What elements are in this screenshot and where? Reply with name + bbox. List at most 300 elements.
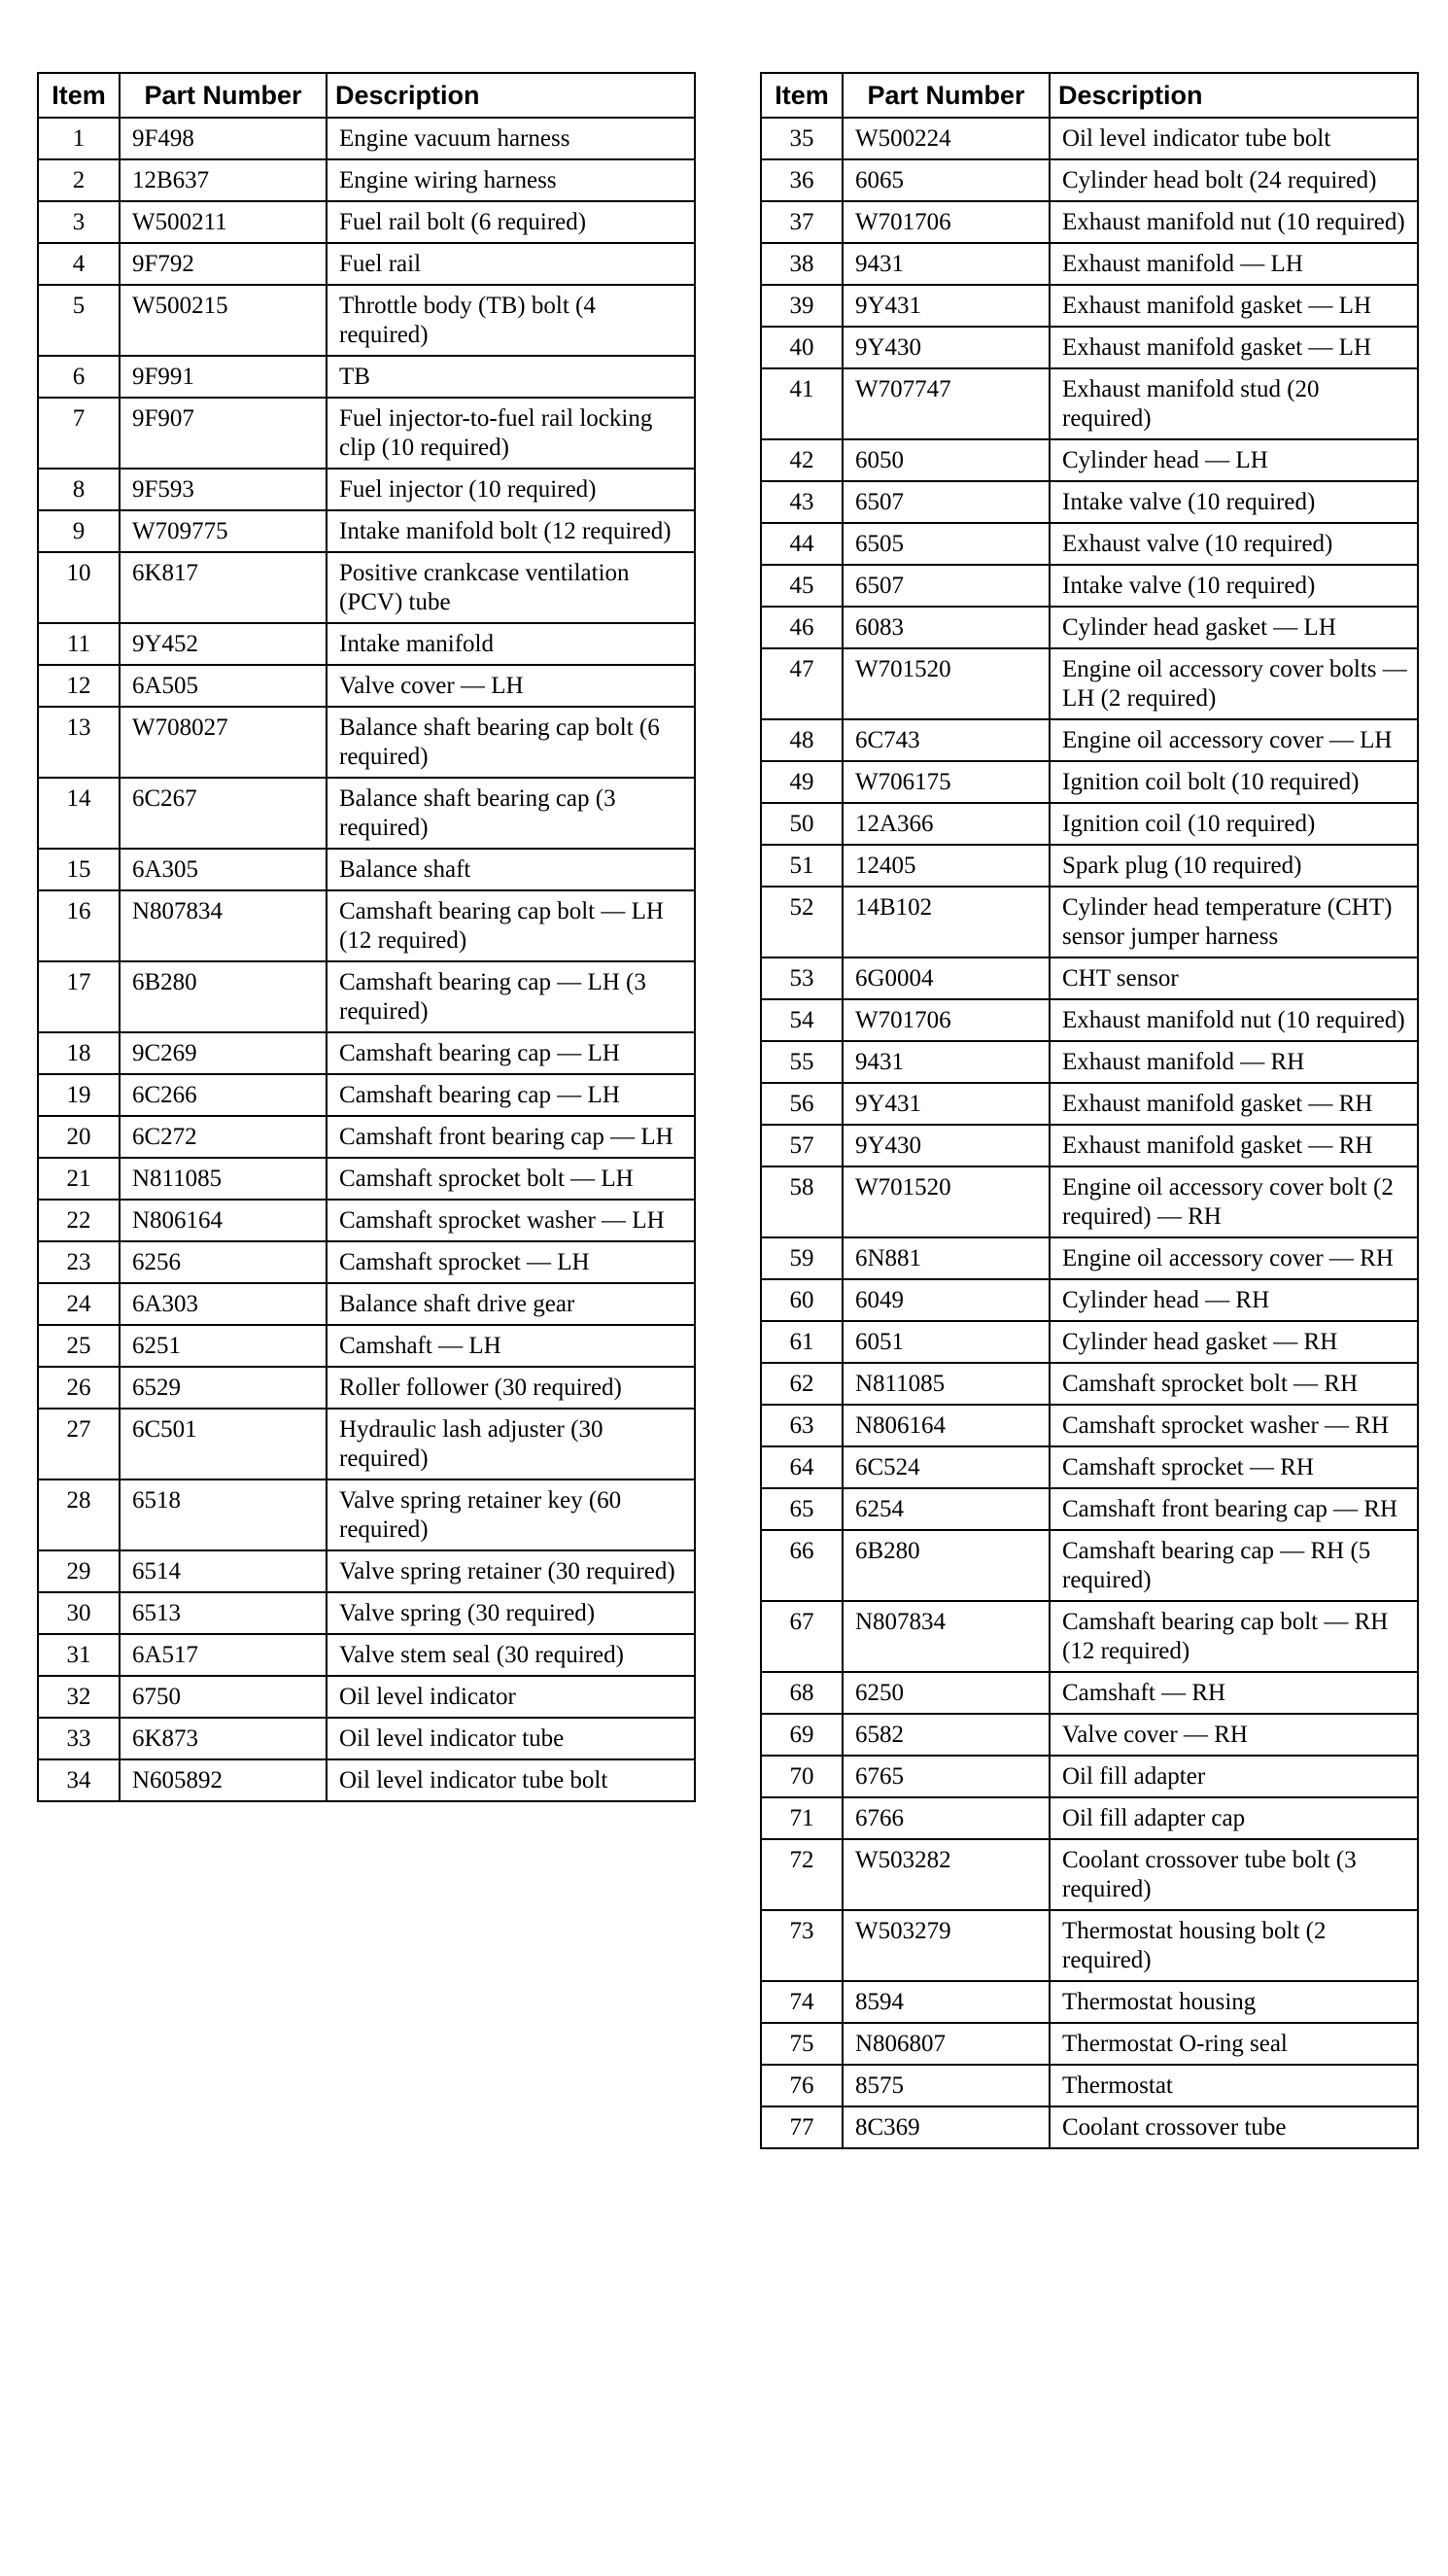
part-description: Oil level indicator tube bolt xyxy=(327,1759,695,1801)
item-number: 64 xyxy=(761,1446,843,1488)
part-description: Valve spring retainer key (60 required) xyxy=(327,1479,695,1550)
table-row xyxy=(38,1283,695,1325)
part-description: Balance shaft drive gear xyxy=(327,1283,695,1325)
item-number: 13 xyxy=(38,707,120,778)
table-row xyxy=(761,439,1418,481)
item-number: 55 xyxy=(761,1041,843,1083)
table-row xyxy=(38,510,695,552)
table-row xyxy=(38,1759,695,1801)
part-description: Cylinder head temperature (CHT) sensor jumper harness xyxy=(1050,887,1418,957)
item-number: 32 xyxy=(38,1676,120,1718)
table-row xyxy=(38,118,695,159)
table-row xyxy=(38,356,695,398)
item-number: 38 xyxy=(761,243,843,285)
table-row xyxy=(761,1083,1418,1125)
part-number: 6766 xyxy=(843,1797,1050,1839)
part-number: 6750 xyxy=(120,1676,327,1718)
part-description: Camshaft sprocket washer — RH xyxy=(1050,1405,1418,1446)
table-row xyxy=(761,2106,1418,2148)
table-row xyxy=(761,1321,1418,1363)
part-number: 9F907 xyxy=(120,398,327,469)
part-description: Camshaft sprocket bolt — RH xyxy=(1050,1363,1418,1405)
part-description: CHT sensor xyxy=(1050,957,1418,999)
item-number: 27 xyxy=(38,1409,120,1479)
part-description: TB xyxy=(327,356,695,398)
part-description: Coolant crossover tube xyxy=(1050,2106,1418,2148)
table-row xyxy=(761,999,1418,1041)
part-description: Fuel rail xyxy=(327,243,695,285)
table-row xyxy=(761,1279,1418,1321)
item-number: 45 xyxy=(761,565,843,607)
item-number: 4 xyxy=(38,243,120,285)
table-row xyxy=(38,890,695,961)
table-row xyxy=(38,1550,695,1592)
part-description: Exhaust manifold nut (10 required) xyxy=(1050,999,1418,1041)
part-number: 6765 xyxy=(843,1756,1050,1797)
part-description: Ignition coil (10 required) xyxy=(1050,803,1418,845)
part-description: Intake manifold xyxy=(327,623,695,665)
part-number: 6C267 xyxy=(120,778,327,849)
part-description: Camshaft front bearing cap — RH xyxy=(1050,1488,1418,1530)
part-description: Thermostat housing xyxy=(1050,1981,1418,2023)
table-row xyxy=(761,1405,1418,1446)
part-description: Roller follower (30 required) xyxy=(327,1367,695,1409)
part-number: 6256 xyxy=(120,1241,327,1283)
item-number: 23 xyxy=(38,1241,120,1283)
part-description: Oil level indicator tube xyxy=(327,1718,695,1759)
part-number: 9Y431 xyxy=(843,285,1050,327)
part-description: Exhaust manifold gasket — RH xyxy=(1050,1083,1418,1125)
part-number: 6C272 xyxy=(120,1116,327,1158)
part-description: Camshaft bearing cap bolt — LH (12 required) xyxy=(327,890,695,961)
item-number: 6 xyxy=(38,356,120,398)
table-row xyxy=(761,845,1418,887)
part-number: 12B637 xyxy=(120,159,327,201)
part-description: Valve spring (30 required) xyxy=(327,1592,695,1634)
table-row xyxy=(761,607,1418,648)
table-row xyxy=(761,1125,1418,1166)
part-description: Cylinder head bolt (24 required) xyxy=(1050,159,1418,201)
item-number: 67 xyxy=(761,1601,843,1672)
item-number: 37 xyxy=(761,201,843,243)
part-number: 6G0004 xyxy=(843,957,1050,999)
table-row xyxy=(38,1074,695,1116)
part-description: Balance shaft bearing cap bolt (6 required) xyxy=(327,707,695,778)
part-number: 6529 xyxy=(120,1367,327,1409)
item-number: 58 xyxy=(761,1166,843,1237)
table-row xyxy=(38,552,695,623)
part-description: Oil fill adapter cap xyxy=(1050,1797,1418,1839)
part-number: 6C501 xyxy=(120,1409,327,1479)
table-row xyxy=(38,1367,695,1409)
header-description: Description xyxy=(1050,73,1418,118)
part-number: N811085 xyxy=(120,1158,327,1200)
item-number: 56 xyxy=(761,1083,843,1125)
part-description: Camshaft bearing cap — RH (5 required) xyxy=(1050,1530,1418,1601)
item-number: 76 xyxy=(761,2065,843,2106)
item-number: 44 xyxy=(761,523,843,565)
parts-table-right xyxy=(760,72,1419,2149)
table-row xyxy=(761,1446,1418,1488)
part-number: 6A303 xyxy=(120,1283,327,1325)
part-number: W500211 xyxy=(120,201,327,243)
part-number: 9C269 xyxy=(120,1032,327,1074)
item-number: 10 xyxy=(38,552,120,623)
table-row xyxy=(761,1363,1418,1405)
part-description: Valve stem seal (30 required) xyxy=(327,1634,695,1676)
table-row xyxy=(761,1981,1418,2023)
part-description: Fuel rail bolt (6 required) xyxy=(327,201,695,243)
part-number: W500215 xyxy=(120,285,327,356)
table-row xyxy=(761,1237,1418,1279)
part-number: 6514 xyxy=(120,1550,327,1592)
part-number: 6518 xyxy=(120,1479,327,1550)
item-number: 21 xyxy=(38,1158,120,1200)
part-number: W500224 xyxy=(843,118,1050,159)
part-description: Camshaft — LH xyxy=(327,1325,695,1367)
table-row xyxy=(761,327,1418,368)
table-row xyxy=(761,1166,1418,1237)
item-number: 63 xyxy=(761,1405,843,1446)
part-number: 9Y430 xyxy=(843,1125,1050,1166)
part-number: 6K817 xyxy=(120,552,327,623)
item-number: 53 xyxy=(761,957,843,999)
part-description: Camshaft sprocket bolt — LH xyxy=(327,1158,695,1200)
item-number: 29 xyxy=(38,1550,120,1592)
item-number: 46 xyxy=(761,607,843,648)
part-number: 6B280 xyxy=(120,961,327,1032)
part-number: 9F991 xyxy=(120,356,327,398)
table-row xyxy=(761,761,1418,803)
part-description: Exhaust manifold gasket — LH xyxy=(1050,285,1418,327)
item-number: 33 xyxy=(38,1718,120,1759)
part-number: 6051 xyxy=(843,1321,1050,1363)
part-description: Camshaft front bearing cap — LH xyxy=(327,1116,695,1158)
item-number: 17 xyxy=(38,961,120,1032)
part-number: 9431 xyxy=(843,243,1050,285)
table-row xyxy=(38,665,695,707)
part-description: Thermostat xyxy=(1050,2065,1418,2106)
part-number: N806807 xyxy=(843,2023,1050,2065)
header-part-number: Part Number xyxy=(843,73,1050,118)
part-description: Ignition coil bolt (10 required) xyxy=(1050,761,1418,803)
part-description: Valve cover — LH xyxy=(327,665,695,707)
table-row xyxy=(761,1756,1418,1797)
table-row xyxy=(761,887,1418,957)
table-row xyxy=(38,1676,695,1718)
table-row xyxy=(761,523,1418,565)
item-number: 73 xyxy=(761,1910,843,1981)
table-row xyxy=(761,201,1418,243)
item-number: 2 xyxy=(38,159,120,201)
part-number: 6C266 xyxy=(120,1074,327,1116)
table-row xyxy=(38,849,695,890)
table-row xyxy=(38,623,695,665)
part-number: 6050 xyxy=(843,439,1050,481)
part-description: Balance shaft xyxy=(327,849,695,890)
item-number: 35 xyxy=(761,118,843,159)
part-description: Camshaft bearing cap — LH (3 required) xyxy=(327,961,695,1032)
table-row xyxy=(38,1158,695,1200)
part-number: 14B102 xyxy=(843,887,1050,957)
part-number: N806164 xyxy=(120,1200,327,1241)
item-number: 54 xyxy=(761,999,843,1041)
part-description: Fuel injector-to-fuel rail locking clip (10 required) xyxy=(327,398,695,469)
table-row xyxy=(38,1479,695,1550)
item-number: 74 xyxy=(761,1981,843,2023)
table-row xyxy=(761,159,1418,201)
table-row xyxy=(761,1672,1418,1714)
table-row xyxy=(761,648,1418,719)
part-number: 6513 xyxy=(120,1592,327,1634)
part-number: 6049 xyxy=(843,1279,1050,1321)
part-number: N807834 xyxy=(120,890,327,961)
part-number: 6507 xyxy=(843,481,1050,523)
item-number: 34 xyxy=(38,1759,120,1801)
part-description: Oil level indicator tube bolt xyxy=(1050,118,1418,159)
table-row xyxy=(761,565,1418,607)
part-number: 6C524 xyxy=(843,1446,1050,1488)
item-number: 50 xyxy=(761,803,843,845)
table-row xyxy=(761,957,1418,999)
table-row xyxy=(38,1409,695,1479)
table-row xyxy=(761,1910,1418,1981)
part-number: W503279 xyxy=(843,1910,1050,1981)
item-number: 12 xyxy=(38,665,120,707)
part-number: 6A517 xyxy=(120,1634,327,1676)
part-number: 6A505 xyxy=(120,665,327,707)
part-description: Balance shaft bearing cap (3 required) xyxy=(327,778,695,849)
part-number: 9F593 xyxy=(120,469,327,510)
table-row xyxy=(761,243,1418,285)
item-number: 19 xyxy=(38,1074,120,1116)
table-row xyxy=(761,1041,1418,1083)
table-row xyxy=(761,1601,1418,1672)
part-description: Engine wiring harness xyxy=(327,159,695,201)
table-row xyxy=(761,2023,1418,2065)
item-number: 22 xyxy=(38,1200,120,1241)
item-number: 48 xyxy=(761,719,843,761)
part-description: Coolant crossover tube bolt (3 required) xyxy=(1050,1839,1418,1910)
table-row xyxy=(761,1797,1418,1839)
table-row xyxy=(761,285,1418,327)
table-row xyxy=(761,803,1418,845)
part-description: Engine vacuum harness xyxy=(327,118,695,159)
parts-table-right-body xyxy=(761,118,1418,2148)
part-number: N811085 xyxy=(843,1363,1050,1405)
part-number: 6251 xyxy=(120,1325,327,1367)
item-number: 1 xyxy=(38,118,120,159)
part-number: 8575 xyxy=(843,2065,1050,2106)
part-description: Engine oil accessory cover bolt (2 required) — RH xyxy=(1050,1166,1418,1237)
part-number: N807834 xyxy=(843,1601,1050,1672)
part-number: W708027 xyxy=(120,707,327,778)
part-description: Valve spring retainer (30 required) xyxy=(327,1550,695,1592)
part-number: 6083 xyxy=(843,607,1050,648)
part-description: Valve cover — RH xyxy=(1050,1714,1418,1756)
table-row xyxy=(761,368,1418,439)
table-row xyxy=(38,201,695,243)
part-description: Cylinder head gasket — RH xyxy=(1050,1321,1418,1363)
item-number: 28 xyxy=(38,1479,120,1550)
part-description: Exhaust manifold — RH xyxy=(1050,1041,1418,1083)
part-number: W701706 xyxy=(843,201,1050,243)
part-description: Fuel injector (10 required) xyxy=(327,469,695,510)
header-item: Item xyxy=(761,73,843,118)
table-row xyxy=(38,778,695,849)
item-number: 14 xyxy=(38,778,120,849)
part-number: 9F792 xyxy=(120,243,327,285)
item-number: 15 xyxy=(38,849,120,890)
part-number: W701520 xyxy=(843,648,1050,719)
table-row xyxy=(38,159,695,201)
item-number: 42 xyxy=(761,439,843,481)
item-number: 26 xyxy=(38,1367,120,1409)
item-number: 31 xyxy=(38,1634,120,1676)
table-header-row xyxy=(38,73,695,118)
item-number: 77 xyxy=(761,2106,843,2148)
part-description: Oil fill adapter xyxy=(1050,1756,1418,1797)
part-description: Camshaft sprocket washer — LH xyxy=(327,1200,695,1241)
item-number: 39 xyxy=(761,285,843,327)
part-number: 6507 xyxy=(843,565,1050,607)
part-description: Thermostat housing bolt (2 required) xyxy=(1050,1910,1418,1981)
part-number: W707747 xyxy=(843,368,1050,439)
header-description: Description xyxy=(327,73,695,118)
item-number: 51 xyxy=(761,845,843,887)
part-number: W706175 xyxy=(843,761,1050,803)
part-description: Exhaust manifold nut (10 required) xyxy=(1050,201,1418,243)
table-row xyxy=(38,1718,695,1759)
item-number: 7 xyxy=(38,398,120,469)
item-number: 59 xyxy=(761,1237,843,1279)
part-description: Camshaft sprocket — RH xyxy=(1050,1446,1418,1488)
item-number: 71 xyxy=(761,1797,843,1839)
part-description: Exhaust manifold gasket — LH xyxy=(1050,327,1418,368)
table-row xyxy=(761,1530,1418,1601)
part-number: 12A366 xyxy=(843,803,1050,845)
part-description: Cylinder head — RH xyxy=(1050,1279,1418,1321)
item-number: 62 xyxy=(761,1363,843,1405)
part-number: 9Y452 xyxy=(120,623,327,665)
part-number: 6K873 xyxy=(120,1718,327,1759)
part-description: Cylinder head — LH xyxy=(1050,439,1418,481)
item-number: 66 xyxy=(761,1530,843,1601)
part-description: Thermostat O-ring seal xyxy=(1050,2023,1418,2065)
table-row xyxy=(38,398,695,469)
item-number: 30 xyxy=(38,1592,120,1634)
part-number: 6N881 xyxy=(843,1237,1050,1279)
part-description: Spark plug (10 required) xyxy=(1050,845,1418,887)
item-number: 52 xyxy=(761,887,843,957)
item-number: 18 xyxy=(38,1032,120,1074)
part-description: Exhaust valve (10 required) xyxy=(1050,523,1418,565)
table-row xyxy=(761,1488,1418,1530)
part-number: 6065 xyxy=(843,159,1050,201)
part-description: Engine oil accessory cover — LH xyxy=(1050,719,1418,761)
part-number: N605892 xyxy=(120,1759,327,1801)
item-number: 36 xyxy=(761,159,843,201)
header-part-number: Part Number xyxy=(120,73,327,118)
parts-table-left xyxy=(37,72,696,1802)
part-description: Throttle body (TB) bolt (4 required) xyxy=(327,285,695,356)
part-description: Cylinder head gasket — LH xyxy=(1050,607,1418,648)
part-description: Hydraulic lash adjuster (30 required) xyxy=(327,1409,695,1479)
item-number: 70 xyxy=(761,1756,843,1797)
part-number: 12405 xyxy=(843,845,1050,887)
part-number: W701706 xyxy=(843,999,1050,1041)
item-number: 3 xyxy=(38,201,120,243)
part-description: Camshaft — RH xyxy=(1050,1672,1418,1714)
item-number: 69 xyxy=(761,1714,843,1756)
part-description: Camshaft bearing cap — LH xyxy=(327,1074,695,1116)
part-number: 8C369 xyxy=(843,2106,1050,2148)
part-number: 6254 xyxy=(843,1488,1050,1530)
table-row xyxy=(38,961,695,1032)
part-description: Camshaft bearing cap bolt — RH (12 required) xyxy=(1050,1601,1418,1672)
part-number: 6250 xyxy=(843,1672,1050,1714)
part-number: 6582 xyxy=(843,1714,1050,1756)
item-number: 65 xyxy=(761,1488,843,1530)
part-description: Camshaft bearing cap — LH xyxy=(327,1032,695,1074)
item-number: 20 xyxy=(38,1116,120,1158)
parts-table-left-body xyxy=(38,118,695,1801)
part-description: Exhaust manifold stud (20 required) xyxy=(1050,368,1418,439)
table-row xyxy=(38,1592,695,1634)
table-row xyxy=(38,1241,695,1283)
part-number: 6C743 xyxy=(843,719,1050,761)
part-number: 6B280 xyxy=(843,1530,1050,1601)
table-row xyxy=(761,719,1418,761)
item-number: 49 xyxy=(761,761,843,803)
item-number: 41 xyxy=(761,368,843,439)
item-number: 47 xyxy=(761,648,843,719)
item-number: 8 xyxy=(38,469,120,510)
table-row xyxy=(761,1714,1418,1756)
part-number: 6505 xyxy=(843,523,1050,565)
part-number: 9431 xyxy=(843,1041,1050,1083)
part-number: N806164 xyxy=(843,1405,1050,1446)
table-row xyxy=(38,707,695,778)
table-row xyxy=(38,1325,695,1367)
table-row xyxy=(38,1116,695,1158)
table-row xyxy=(38,1032,695,1074)
item-number: 68 xyxy=(761,1672,843,1714)
table-row xyxy=(38,469,695,510)
table-row xyxy=(38,243,695,285)
part-description: Intake valve (10 required) xyxy=(1050,565,1418,607)
table-row xyxy=(761,2065,1418,2106)
part-number: 6A305 xyxy=(120,849,327,890)
item-number: 16 xyxy=(38,890,120,961)
item-number: 40 xyxy=(761,327,843,368)
item-number: 25 xyxy=(38,1325,120,1367)
part-description: Intake manifold bolt (12 required) xyxy=(327,510,695,552)
part-number: 9F498 xyxy=(120,118,327,159)
table-row xyxy=(761,1839,1418,1910)
item-number: 61 xyxy=(761,1321,843,1363)
item-number: 43 xyxy=(761,481,843,523)
table-row xyxy=(38,285,695,356)
part-description: Oil level indicator xyxy=(327,1676,695,1718)
item-number: 75 xyxy=(761,2023,843,2065)
table-row xyxy=(761,481,1418,523)
part-description: Positive crankcase ventilation (PCV) tube xyxy=(327,552,695,623)
part-description: Exhaust manifold gasket — RH xyxy=(1050,1125,1418,1166)
item-number: 72 xyxy=(761,1839,843,1910)
part-number: W709775 xyxy=(120,510,327,552)
header-item: Item xyxy=(38,73,120,118)
